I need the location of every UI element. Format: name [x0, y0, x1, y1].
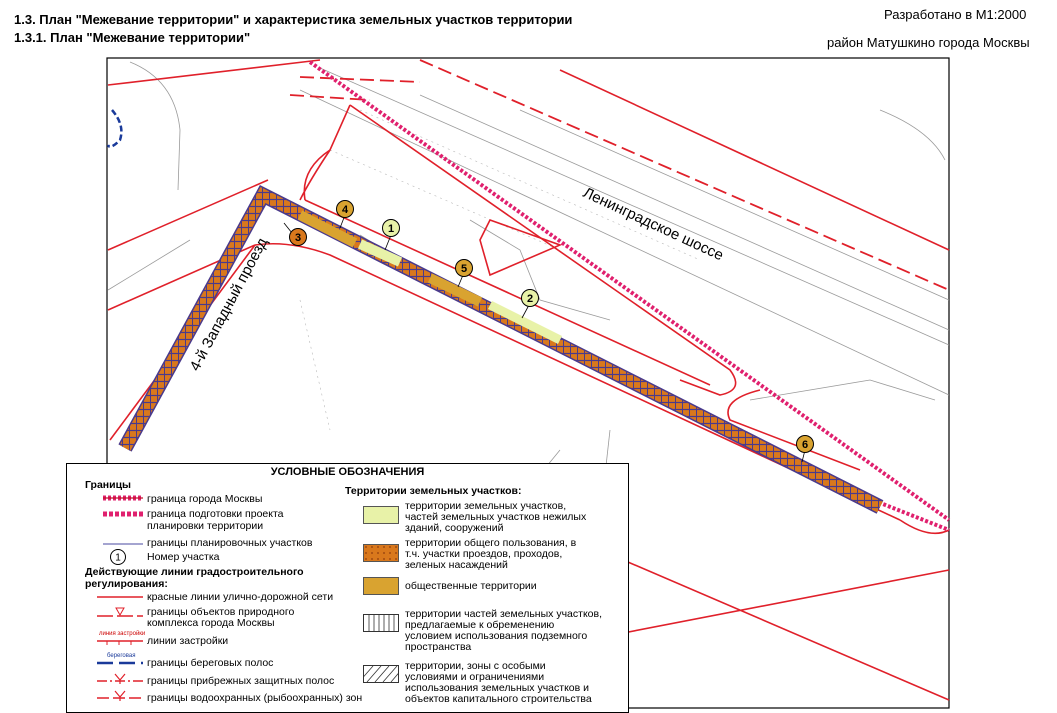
road-label-leningradskoe: Ленинградское шоссе [580, 184, 727, 265]
legend-planning-plots: границы планировочных участков [147, 537, 313, 549]
legend-project-boundary-1: граница подготовки проекта [147, 508, 284, 520]
legend-hatch-3: условием использования подземного [405, 630, 588, 642]
plot-marker-3 [290, 229, 307, 246]
building-line-tag: линия застройки [99, 631, 146, 637]
legend-coastal-strips: границы прибрежных защитных полос [147, 675, 335, 687]
project-boundary-symbol [103, 510, 143, 518]
legend-gold: общественные территории [405, 580, 537, 592]
plot-number-symbol [109, 548, 127, 566]
shore-tag: береговая [107, 653, 136, 659]
legend-orange-1: территории общего пользования, в [405, 537, 577, 549]
red-line-symbol [97, 594, 143, 600]
legend-orange-2: т.ч. участки проездов, проходов, [405, 548, 563, 560]
svg-text:1: 1 [115, 552, 121, 564]
plot-marker-2 [522, 290, 539, 307]
legend-green-3: зданий, сооружений [405, 522, 504, 534]
restricted-zone-swatch [363, 665, 399, 683]
city-boundary-symbol [103, 494, 143, 502]
legend-city-boundary: граница города Москвы [147, 493, 263, 505]
public-territory-swatch [363, 544, 399, 562]
plot-number-6: 6 [801, 439, 809, 451]
green-territory-swatch [363, 506, 399, 524]
plot-number-1: 1 [387, 223, 395, 235]
social-territory-swatch [363, 577, 399, 595]
plot-number-3: 3 [294, 232, 302, 244]
legend-title: УСЛОВНЫЕ ОБОЗНАЧЕНИЯ [270, 466, 425, 478]
plot-marker-6 [797, 436, 814, 453]
legend-hatch-2: предлагаемые к обременению [405, 619, 555, 631]
legend-hatch-4: пространства [405, 641, 472, 653]
plot-marker-5 [456, 260, 473, 277]
shore-strip-symbol [97, 660, 143, 666]
legend-shore-strips: границы береговых полос [147, 657, 274, 669]
legend-lines-heading-2: регулирования: [85, 578, 168, 590]
legend [66, 463, 629, 713]
plot-number-5: 5 [460, 263, 468, 275]
plot-fill [125, 195, 880, 507]
legend-nature-1: границы объектов природного [147, 606, 295, 618]
scale-note: Разработано в М1:2000 [884, 7, 1027, 22]
water-zone-symbol [97, 688, 143, 702]
plot-number-4: 4 [341, 204, 349, 216]
road-label-4th-zapadny: 4-й Западный проезд [186, 234, 272, 374]
legend-hatch-1: территории частей земельных участков, [405, 608, 602, 620]
plot-number-2: 2 [526, 293, 534, 305]
page-title: 1.3. План "Межевание территории" и характеристика земельных участков территории [14, 12, 573, 27]
legend-zone-1: территории, зоны с особыми [405, 660, 546, 672]
legend-green-1: территории земельных участков, [405, 500, 567, 512]
legend-project-boundary-2: планировки территории [147, 520, 264, 532]
legend-green-2: частей земельных участков нежилых [405, 511, 587, 523]
legend-water-zones: границы водоохранных (рыбоохранных) зон [147, 692, 363, 704]
legend-zone-4: объектов капитального строительства [405, 693, 592, 705]
legend-red-lines: красные линии улично-дорожной сети [147, 591, 334, 603]
legend-territories-heading: Территории земельных участков: [345, 485, 522, 497]
plot-marker-4 [337, 201, 354, 218]
legend-boundaries-heading: Границы [85, 479, 132, 491]
legend-zone-2: условиями и ограничениями [405, 671, 545, 683]
planning-plot-symbol [103, 541, 143, 547]
plot-marker-1 [383, 220, 400, 237]
page-subtitle: 1.3.1. План "Межевание территории" [14, 30, 251, 45]
building-line-symbol [97, 639, 143, 647]
legend-plot-number: Номер участка [147, 551, 220, 563]
district-note: район Матушкино города Москвы [827, 35, 1030, 50]
underground-territory-swatch [363, 614, 399, 632]
legend-lines-heading-1: Действующие линии градостроительного [85, 566, 304, 578]
legend-zone-3: использования земельных участков и [405, 682, 589, 694]
legend-building-lines: линии застройки [147, 635, 229, 647]
nature-boundary-symbol [97, 606, 143, 620]
legend-nature-2: комплекса города Москвы [147, 617, 275, 629]
coastal-strip-symbol [97, 671, 143, 685]
legend-orange-3: зеленых насаждений [405, 559, 508, 571]
